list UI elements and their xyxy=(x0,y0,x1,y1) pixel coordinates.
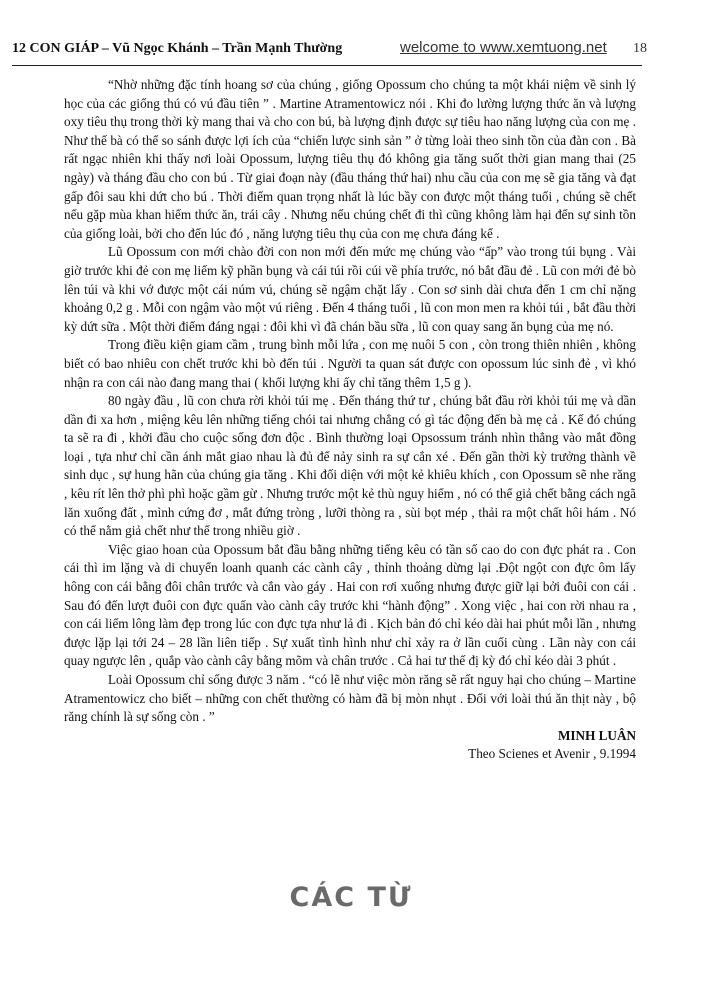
book-title: 12 CON GIÁP – Vũ Ngọc Khánh – Trần Mạnh Thường xyxy=(12,41,343,56)
author-signature: MINH LUÂN xyxy=(557,727,636,743)
website-link[interactable]: welcome to www.xemtuong.net xyxy=(400,39,607,56)
source-citation: Theo Scienes et Avenir , 9.1994 xyxy=(468,746,636,762)
article-paragraph: Trong điều kiện giam cầm , trung bình mỗi lứa , con mẹ nuôi 5 con , còn trong thiên nhiên , không biết có bao nhiêu con chết trước khi bò đến túi . Người ta quan sát được con opossum lúc sinh đẻ , vì khó nhận ra con cái nào đang mang thai ( khối lượng khi ấy chỉ tăng thêm 1,5 g ). xyxy=(64,337,636,390)
article-paragraph: Lũ Opossum con mới chào đời con non mới đến mức mẹ chúng vào “ấp” vào trong túi bụng . Vài giờ trước khi đẻ con mẹ liếm kỹ phần bụng và cái túi rồi cúi về phía trước, nó bắt đầu đẻ . Lũ con mới đẻ bò lên túi và khi vớ được một cái núm vú, chúng sẽ ngậm chặt lấy . Con sơ sinh dài chưa đến 1 cm chỉ nặng khoảng 0,2 g . Mỗi con ngậm vào một vú riêng . Đến 4 tháng tuổi , lũ con mon men ra khỏi túi , bắt đầu thời kỳ dứt sữa . Một thời điểm đáng ngại : đôi khi vì đã chán bầu sữa , lũ con quay sang ăn bụng của mẹ nó. xyxy=(64,244,636,334)
section-heading: CÁC TỪ xyxy=(289,882,413,913)
article-paragraph: 80 ngày đầu , lũ con chưa rời khỏi túi mẹ . Đến tháng thứ tư , chúng bắt đầu rời khỏi túi mẹ và dần dần đi xa hơn , miệng kêu lên những tiếng chói tai nhưng chẳng có gì tác động đến bà mẹ cả . Kế đó chúng ta sẽ ra đi , khởi đầu cho cuộc sống đơn độc . Bình thường loại Opsossum tránh nhìn thẳng vào mắt đồng loại , tựa như chỉ cần ánh mắt giao nhau là đủ để nảy sinh ra sự cắn xé . Đến gần thời kỳ trưởng thành về sinh dục , sự hung hãn của chúng gia tăng . Khi đối diện với một kẻ khiêu khích , con Opossum sẽ nhe răng , kêu rít lên thở phì phì hoặc gầm gừ . Nhưng trước một kẻ thù nguy hiểm , nó có thể giả chết bằng cách ngã lăn xuống đất , mình cứng đơ , mắt đứng tròng , lưỡi thòng ra , sùi bọt mép , thải ra một chất hôi hám . Nó có thể nằm giả chết như thế trong nhiều giờ . xyxy=(64,393,636,539)
article-paragraph: Loài Opossum chỉ sống được 3 năm . “có lẽ như việc mòn răng sẽ rất nguy hại cho chúng – Martine Atramentowicz cho biết – những con chết thường có hàm đã bị mòn nhụt . Đối với loài thú ăn thịt này , bộ răng chính là sự sống còn . ” xyxy=(64,672,636,725)
page-header xyxy=(12,39,647,66)
page-number: 18 xyxy=(633,41,647,56)
article-paragraph: “Nhờ những đặc tính hoang sơ của chúng , giống Opossum cho chúng ta một khái niệm về sinh lý học của các giống thú có vú đầu tiên ” . Martine Atramentowicz nói . Khi đo lường lượng thức ăn và lượng oxy tiêu thụ trong thời kỳ mang thai và cho con bú, bà lượng định được sự tiêu hao năng lượng của con mẹ . Như thế bà có thể so sánh được lợi ích của “chiến lược sinh sản ” ở từng loài theo sinh tồn của đàn con . Bà rất ngạc nhiên khi thấy nơi loài Opossum, lượng tiêu thụ đó không gia tăng suốt thời gian mang thai (25 ngày) và tháng đầu cho con bú . Từ giai đoạn này (đầu tháng thứ hai) nhu cầu của con mẹ sẽ gia tăng và đạt gấp đôi sau khi dứt cho bú . Thời điểm quan trọng nhất là lúc bầy con được một tháng tuổi , chúng sẽ chết nếu gặp mùa khan hiếm thức ăn, trái cây . Nhưng nếu chúng chết đi thì cũng không làm hại đến sự sinh tồn của giống loài, bởi cho đến lúc đó , năng lượng tiêu thụ của con mẹ chưa đáng kể . xyxy=(64,77,636,241)
article-paragraph: Việc giao hoan của Opossum bắt đầu bằng những tiếng kêu có tần số cao do con đực phát ra . Con cái thì im lặng và di chuyển loanh quanh các cành cây , thỉnh thoảng dừng lại .Đột ngột con đực ôm lấy hông con cái bằng đôi chân trước và cắn vào gáy . Hai con rơi xuống nhưng được giữ lại bởi đuôi con cái . Sau đó đến lượt đuôi con đực quấn vào cành cây trước khi “hành động” . Xong việc , hai con rời nhau ra , con cái liếm lông làm đẹp trong lúc con đực tựa như lả đi . Kịch bản đó chỉ kéo dài hai phút mỗi lần , nhưng được lặp lại tới 24 – 28 lần liên tiếp . Sự xuất tình hình như chỉ xảy ra ở lần cuối cùng . Lần này con cái quay ngược lên , quắp vào cành cây bằng mõm và chân trước . Cả hai tư thế đị kỳ đó chỉ kéo dài 3 phút . xyxy=(64,541,636,669)
article-body xyxy=(64,76,636,764)
